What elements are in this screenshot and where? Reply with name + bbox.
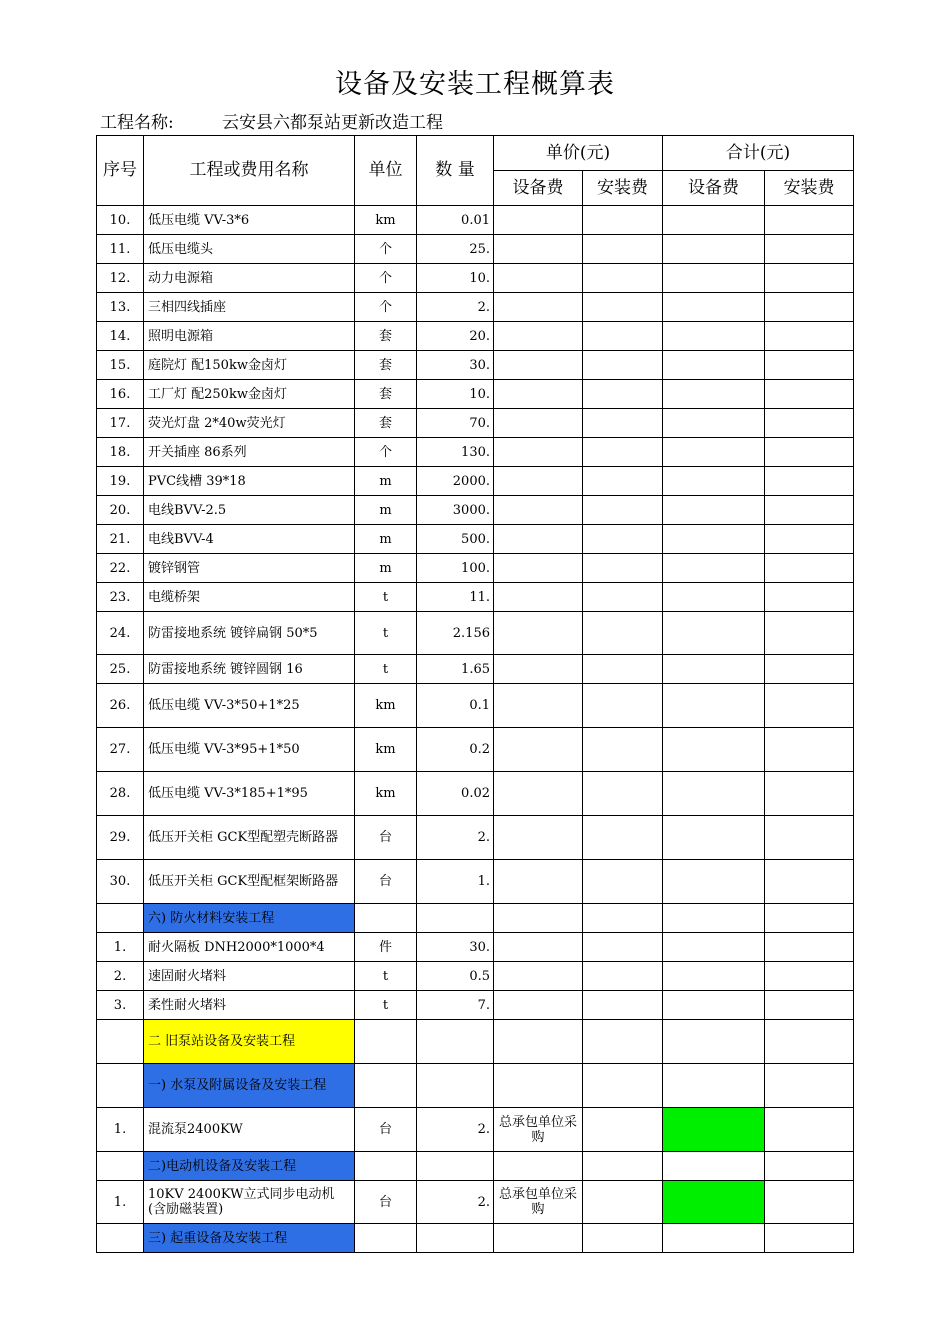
cell-total-equip bbox=[663, 496, 765, 525]
cell-total-equip bbox=[663, 554, 765, 583]
cell-name: PVC线槽 39*18 bbox=[144, 467, 355, 496]
cell-unit: 套 bbox=[355, 409, 417, 438]
cell-name: 开关插座 86系列 bbox=[144, 438, 355, 467]
table-row bbox=[97, 1020, 854, 1064]
table-row bbox=[97, 612, 854, 655]
table-row bbox=[97, 962, 854, 991]
cell-total-equip bbox=[663, 655, 765, 684]
cell-name: 低压电缆 VV-3*50+1*25 bbox=[144, 684, 355, 728]
cell-seq: 19. bbox=[97, 467, 144, 496]
cell-unit: 个 bbox=[355, 264, 417, 293]
cell-unit-install bbox=[583, 728, 663, 772]
cell-total-install bbox=[765, 904, 854, 933]
cell-qty: 0.01 bbox=[417, 206, 494, 235]
cell-seq: 14. bbox=[97, 322, 144, 351]
cell-unit-install bbox=[583, 235, 663, 264]
cell-unit-equip bbox=[494, 684, 583, 728]
cell-unit: 台 bbox=[355, 1181, 417, 1224]
cell-unit-install bbox=[583, 772, 663, 816]
cell-total-install bbox=[765, 684, 854, 728]
cell-unit-equip bbox=[494, 438, 583, 467]
cell-qty: 500. bbox=[417, 525, 494, 554]
table-row bbox=[97, 728, 854, 772]
table-row bbox=[97, 496, 854, 525]
cell-qty: 1. bbox=[417, 860, 494, 904]
cell-unit-equip bbox=[494, 235, 583, 264]
header-unit-install: 安装费 bbox=[583, 171, 663, 206]
cell-total-install bbox=[765, 612, 854, 655]
cell-unit-equip bbox=[494, 962, 583, 991]
cell-qty bbox=[417, 1224, 494, 1253]
cell-seq: 25. bbox=[97, 655, 144, 684]
cell-qty bbox=[417, 1064, 494, 1108]
cell-total-equip bbox=[663, 1152, 765, 1181]
cell-unit-install bbox=[583, 496, 663, 525]
cell-total-equip bbox=[663, 1020, 765, 1064]
cell-seq bbox=[97, 1152, 144, 1181]
cell-total-equip bbox=[663, 322, 765, 351]
cell-qty: 11. bbox=[417, 583, 494, 612]
cell-qty: 0.1 bbox=[417, 684, 494, 728]
cell-unit-install bbox=[583, 962, 663, 991]
cell-unit-equip bbox=[494, 264, 583, 293]
cell-name: 电线BVV-2.5 bbox=[144, 496, 355, 525]
cell-seq: 20. bbox=[97, 496, 144, 525]
cell-unit-equip bbox=[494, 612, 583, 655]
cell-qty: 100. bbox=[417, 554, 494, 583]
cell-qty: 2.156 bbox=[417, 612, 494, 655]
cell-unit-install bbox=[583, 1181, 663, 1224]
table-row bbox=[97, 438, 854, 467]
cell-unit: 套 bbox=[355, 322, 417, 351]
cell-total-install bbox=[765, 438, 854, 467]
cell-unit-equip-note: 总承包单位采购 bbox=[494, 1181, 583, 1224]
cell-qty: 30. bbox=[417, 351, 494, 380]
table-row bbox=[97, 380, 854, 409]
cell-unit-install bbox=[583, 409, 663, 438]
cell-unit-equip bbox=[494, 728, 583, 772]
cell-total-equip bbox=[663, 612, 765, 655]
cell-seq: 12. bbox=[97, 264, 144, 293]
cell-seq: 11. bbox=[97, 235, 144, 264]
cell-unit bbox=[355, 1152, 417, 1181]
cell-unit-equip bbox=[494, 655, 583, 684]
cell-unit-install bbox=[583, 583, 663, 612]
cell-unit: 套 bbox=[355, 351, 417, 380]
table-row bbox=[97, 1064, 854, 1108]
cell-qty: 2. bbox=[417, 1108, 494, 1152]
cell-unit-equip bbox=[494, 1064, 583, 1108]
cell-seq: 28. bbox=[97, 772, 144, 816]
cell-seq: 27. bbox=[97, 728, 144, 772]
cell-unit-equip bbox=[494, 206, 583, 235]
cell-unit: t bbox=[355, 962, 417, 991]
table-row bbox=[97, 684, 854, 728]
cell-unit: 个 bbox=[355, 438, 417, 467]
cell-total-install bbox=[765, 235, 854, 264]
cell-total-install bbox=[765, 496, 854, 525]
cell-unit-equip bbox=[494, 554, 583, 583]
cell-qty: 0.2 bbox=[417, 728, 494, 772]
cell-seq bbox=[97, 904, 144, 933]
cell-total-install bbox=[765, 322, 854, 351]
header-qty: 数 量 bbox=[417, 136, 494, 206]
cell-unit bbox=[355, 1064, 417, 1108]
cell-unit-equip bbox=[494, 1020, 583, 1064]
table-row bbox=[97, 583, 854, 612]
cell-qty bbox=[417, 904, 494, 933]
cell-seq: 30. bbox=[97, 860, 144, 904]
header-total-install: 安装费 bbox=[765, 171, 854, 206]
cell-name: 低压电缆 VV-3*185+1*95 bbox=[144, 772, 355, 816]
cell-name: 镀锌钢管 bbox=[144, 554, 355, 583]
cell-unit bbox=[355, 1020, 417, 1064]
cell-seq bbox=[97, 1224, 144, 1253]
cell-seq bbox=[97, 1020, 144, 1064]
cell-unit: 台 bbox=[355, 1108, 417, 1152]
cell-total-equip bbox=[663, 1181, 765, 1224]
cell-seq: 29. bbox=[97, 816, 144, 860]
table-row bbox=[97, 467, 854, 496]
header-name: 工程或费用名称 bbox=[144, 136, 355, 206]
cell-unit: 个 bbox=[355, 235, 417, 264]
table-row bbox=[97, 816, 854, 860]
cell-total-install bbox=[765, 655, 854, 684]
table-row bbox=[97, 525, 854, 554]
cell-total-install bbox=[765, 1152, 854, 1181]
header-total: 合计(元) bbox=[663, 136, 854, 171]
cell-total-equip bbox=[663, 264, 765, 293]
cell-name: 低压电缆 VV-3*6 bbox=[144, 206, 355, 235]
cell-unit-equip bbox=[494, 1152, 583, 1181]
cell-name: 电线BVV-4 bbox=[144, 525, 355, 554]
cell-unit-equip bbox=[494, 583, 583, 612]
cell-unit-install bbox=[583, 293, 663, 322]
cell-total-install bbox=[765, 991, 854, 1020]
cell-unit-install bbox=[583, 1224, 663, 1253]
cell-seq: 3. bbox=[97, 991, 144, 1020]
cell-unit: 件 bbox=[355, 933, 417, 962]
cell-name: 二 旧泵站设备及安装工程 bbox=[144, 1020, 355, 1064]
sheet-title: 设备及安装工程概算表 bbox=[335, 69, 615, 100]
cell-unit: m bbox=[355, 496, 417, 525]
cell-total-install bbox=[765, 351, 854, 380]
cell-unit-equip bbox=[494, 351, 583, 380]
cell-unit: m bbox=[355, 467, 417, 496]
project-line bbox=[100, 108, 443, 133]
table-row bbox=[97, 860, 854, 904]
cell-unit: 个 bbox=[355, 293, 417, 322]
cell-name: 防雷接地系统 镀锌圆钢 16 bbox=[144, 655, 355, 684]
cell-unit: m bbox=[355, 554, 417, 583]
cell-unit-equip-note: 总承包单位采购 bbox=[494, 1108, 583, 1152]
cell-seq bbox=[97, 1064, 144, 1108]
table-row bbox=[97, 1181, 854, 1224]
cell-unit: 台 bbox=[355, 816, 417, 860]
cell-total-equip bbox=[663, 380, 765, 409]
cell-unit-install bbox=[583, 612, 663, 655]
cell-total-install bbox=[765, 264, 854, 293]
header-total-equip: 设备费 bbox=[663, 171, 765, 206]
cell-unit-equip bbox=[494, 991, 583, 1020]
cell-total-install bbox=[765, 525, 854, 554]
cell-total-install bbox=[765, 772, 854, 816]
cell-unit-install bbox=[583, 655, 663, 684]
project-name: 云安县六都泵站更新改造工程 bbox=[222, 113, 443, 133]
cell-seq: 2. bbox=[97, 962, 144, 991]
header-seq: 序号 bbox=[97, 136, 144, 206]
cell-name: 照明电源箱 bbox=[144, 322, 355, 351]
cell-name: 低压电缆 VV-3*95+1*50 bbox=[144, 728, 355, 772]
cell-total-equip bbox=[663, 860, 765, 904]
cell-name: 六) 防火材料安装工程 bbox=[144, 904, 355, 933]
project-label: 工程名称: bbox=[100, 113, 174, 133]
table-row bbox=[97, 1224, 854, 1253]
cell-seq: 16. bbox=[97, 380, 144, 409]
cell-name: 柔性耐火堵料 bbox=[144, 991, 355, 1020]
cell-seq: 10. bbox=[97, 206, 144, 235]
cell-total-equip bbox=[663, 728, 765, 772]
cell-total-equip bbox=[663, 904, 765, 933]
table-row bbox=[97, 933, 854, 962]
cell-total-equip bbox=[663, 525, 765, 554]
cell-name: 荧光灯盘 2*40w荧光灯 bbox=[144, 409, 355, 438]
cell-total-equip bbox=[663, 467, 765, 496]
cell-unit-install bbox=[583, 860, 663, 904]
cell-qty: 30. bbox=[417, 933, 494, 962]
cell-name: 耐火隔板 DNH2000*1000*4 bbox=[144, 933, 355, 962]
cell-total-equip bbox=[663, 235, 765, 264]
cell-total-install bbox=[765, 1108, 854, 1152]
cell-total-equip bbox=[663, 1064, 765, 1108]
cell-seq: 13. bbox=[97, 293, 144, 322]
cell-unit-install bbox=[583, 904, 663, 933]
cell-unit: t bbox=[355, 612, 417, 655]
cell-unit: km bbox=[355, 206, 417, 235]
cell-total-equip bbox=[663, 991, 765, 1020]
cell-unit: m bbox=[355, 525, 417, 554]
cell-total-equip bbox=[663, 816, 765, 860]
table-row bbox=[97, 772, 854, 816]
cell-unit: km bbox=[355, 772, 417, 816]
cell-seq: 22. bbox=[97, 554, 144, 583]
cell-unit-install bbox=[583, 467, 663, 496]
cell-qty: 70. bbox=[417, 409, 494, 438]
cell-qty: 10. bbox=[417, 380, 494, 409]
cell-name: 混流泵2400KW bbox=[144, 1108, 355, 1152]
cell-seq: 23. bbox=[97, 583, 144, 612]
cell-total-equip bbox=[663, 293, 765, 322]
cell-total-install bbox=[765, 1020, 854, 1064]
cell-total-equip bbox=[663, 1224, 765, 1253]
cell-total-install bbox=[765, 1181, 854, 1224]
cell-unit-equip bbox=[494, 904, 583, 933]
cell-total-install bbox=[765, 293, 854, 322]
cell-seq: 24. bbox=[97, 612, 144, 655]
cell-unit-equip bbox=[494, 816, 583, 860]
cell-total-install bbox=[765, 554, 854, 583]
cell-name: 低压开关柜 GCK型配框架断路器 bbox=[144, 860, 355, 904]
cell-qty: 0.02 bbox=[417, 772, 494, 816]
cell-unit-install bbox=[583, 322, 663, 351]
cell-unit-install bbox=[583, 1152, 663, 1181]
cell-unit-install bbox=[583, 525, 663, 554]
cell-qty: 2000. bbox=[417, 467, 494, 496]
cell-name: 防雷接地系统 镀锌扁钢 50*5 bbox=[144, 612, 355, 655]
cell-name: 二)电动机设备及安装工程 bbox=[144, 1152, 355, 1181]
header-unit: 单位 bbox=[355, 136, 417, 206]
table-row bbox=[97, 206, 854, 235]
cell-qty: 10. bbox=[417, 264, 494, 293]
cell-unit: km bbox=[355, 728, 417, 772]
table-row bbox=[97, 351, 854, 380]
cell-total-equip bbox=[663, 583, 765, 612]
cell-name: 庭院灯 配150kw金卤灯 bbox=[144, 351, 355, 380]
cell-total-install bbox=[765, 1064, 854, 1108]
cell-qty: 2. bbox=[417, 816, 494, 860]
cell-unit-install bbox=[583, 351, 663, 380]
cell-total-equip bbox=[663, 684, 765, 728]
table-row bbox=[97, 293, 854, 322]
table-row bbox=[97, 409, 854, 438]
cell-total-equip bbox=[663, 1108, 765, 1152]
cell-name: 10KV 2400KW立式同步电动机(含励磁装置) bbox=[144, 1181, 355, 1224]
cell-name: 动力电源箱 bbox=[144, 264, 355, 293]
cell-total-install bbox=[765, 409, 854, 438]
cell-name: 电缆桥架 bbox=[144, 583, 355, 612]
cell-unit-install bbox=[583, 1108, 663, 1152]
table-row bbox=[97, 1108, 854, 1152]
cell-total-install bbox=[765, 206, 854, 235]
cell-total-equip bbox=[663, 206, 765, 235]
cell-unit-equip bbox=[494, 293, 583, 322]
cell-unit-install bbox=[583, 1020, 663, 1064]
table-row bbox=[97, 655, 854, 684]
cell-qty: 2. bbox=[417, 1181, 494, 1224]
cell-total-equip bbox=[663, 351, 765, 380]
cell-qty: 7. bbox=[417, 991, 494, 1020]
cell-unit: t bbox=[355, 991, 417, 1020]
cell-unit: t bbox=[355, 583, 417, 612]
header-unit-price: 单价(元) bbox=[494, 136, 663, 171]
table-row bbox=[97, 264, 854, 293]
cell-total-equip bbox=[663, 962, 765, 991]
cell-unit-equip bbox=[494, 933, 583, 962]
cell-seq: 15. bbox=[97, 351, 144, 380]
cell-seq: 1. bbox=[97, 1108, 144, 1152]
cell-unit-equip bbox=[494, 772, 583, 816]
cell-total-install bbox=[765, 962, 854, 991]
table-row bbox=[97, 554, 854, 583]
cell-unit-equip bbox=[494, 496, 583, 525]
cell-unit-equip bbox=[494, 525, 583, 554]
cell-unit: km bbox=[355, 684, 417, 728]
cell-total-install bbox=[765, 860, 854, 904]
cell-name: 低压开关柜 GCK型配塑壳断路器 bbox=[144, 816, 355, 860]
cell-seq: 17. bbox=[97, 409, 144, 438]
cell-seq: 21. bbox=[97, 525, 144, 554]
cell-unit-install bbox=[583, 816, 663, 860]
cell-unit-install bbox=[583, 264, 663, 293]
cell-name: 速固耐火堵料 bbox=[144, 962, 355, 991]
cell-unit: 台 bbox=[355, 860, 417, 904]
cell-qty: 3000. bbox=[417, 496, 494, 525]
cell-name: 三) 起重设备及安装工程 bbox=[144, 1224, 355, 1253]
cell-qty: 20. bbox=[417, 322, 494, 351]
cell-total-install bbox=[765, 467, 854, 496]
cell-total-install bbox=[765, 816, 854, 860]
cell-unit-equip bbox=[494, 860, 583, 904]
table-body bbox=[97, 206, 854, 1253]
cell-unit-equip bbox=[494, 1224, 583, 1253]
cell-unit-install bbox=[583, 554, 663, 583]
table-row bbox=[97, 235, 854, 264]
cell-qty bbox=[417, 1020, 494, 1064]
cell-qty bbox=[417, 1152, 494, 1181]
cell-seq: 18. bbox=[97, 438, 144, 467]
cell-unit: t bbox=[355, 655, 417, 684]
cell-unit-equip bbox=[494, 322, 583, 351]
cell-unit: 套 bbox=[355, 380, 417, 409]
cell-qty: 2. bbox=[417, 293, 494, 322]
estimate-table bbox=[96, 135, 854, 1253]
cell-unit-install bbox=[583, 933, 663, 962]
cell-total-install bbox=[765, 380, 854, 409]
cell-name: 低压电缆头 bbox=[144, 235, 355, 264]
cell-unit-install bbox=[583, 1064, 663, 1108]
cell-total-equip bbox=[663, 933, 765, 962]
cell-unit-install bbox=[583, 991, 663, 1020]
cell-unit-install bbox=[583, 206, 663, 235]
cell-name: 三相四线插座 bbox=[144, 293, 355, 322]
cell-unit-install bbox=[583, 438, 663, 467]
cell-unit-install bbox=[583, 380, 663, 409]
cell-qty: 25. bbox=[417, 235, 494, 264]
cell-qty: 130. bbox=[417, 438, 494, 467]
cell-unit-equip bbox=[494, 409, 583, 438]
cell-seq: 1. bbox=[97, 933, 144, 962]
cell-total-install bbox=[765, 933, 854, 962]
cell-total-install bbox=[765, 1224, 854, 1253]
table-row bbox=[97, 322, 854, 351]
cell-qty: 1.65 bbox=[417, 655, 494, 684]
header-unit-equip: 设备费 bbox=[494, 171, 583, 206]
cell-unit-equip bbox=[494, 380, 583, 409]
table-row bbox=[97, 991, 854, 1020]
cell-name: 工厂灯 配250kw金卤灯 bbox=[144, 380, 355, 409]
cell-name: 一) 水泵及附属设备及安装工程 bbox=[144, 1064, 355, 1108]
cell-total-equip bbox=[663, 409, 765, 438]
cell-total-equip bbox=[663, 772, 765, 816]
cell-unit-install bbox=[583, 684, 663, 728]
cell-seq: 1. bbox=[97, 1181, 144, 1224]
cell-seq: 26. bbox=[97, 684, 144, 728]
cell-total-equip bbox=[663, 438, 765, 467]
cell-total-install bbox=[765, 583, 854, 612]
cell-unit bbox=[355, 904, 417, 933]
cell-unit bbox=[355, 1224, 417, 1253]
table-row bbox=[97, 1152, 854, 1181]
table-row bbox=[97, 904, 854, 933]
cell-unit-equip bbox=[494, 467, 583, 496]
cell-total-install bbox=[765, 728, 854, 772]
cell-qty: 0.5 bbox=[417, 962, 494, 991]
